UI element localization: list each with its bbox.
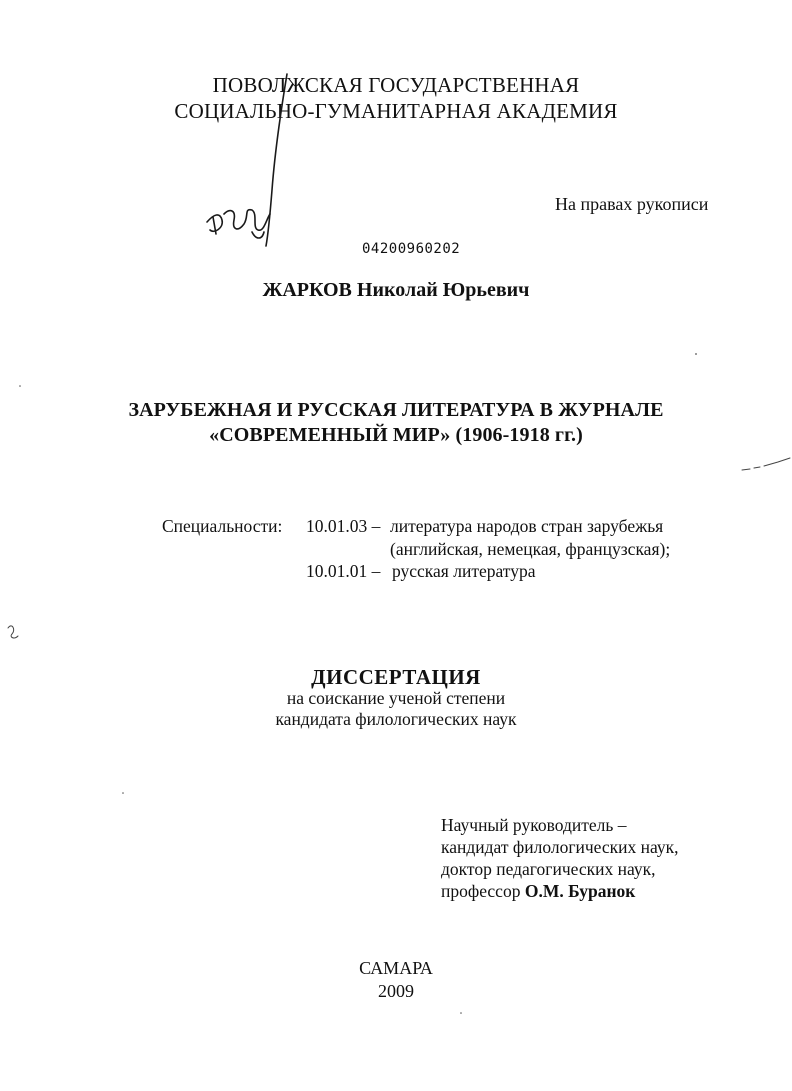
title-line-2: «СОВРЕМЕННЫЙ МИР» (1906-1918 гг.) (209, 424, 583, 446)
catalog-code: 04200960202 (362, 241, 461, 257)
manuscript-note: На правах рукописи (555, 194, 709, 214)
supervisor-line-1: Научный руководитель – (441, 815, 627, 835)
dissertation-heading: ДИССЕРТАЦИЯ (311, 665, 481, 689)
institution-line-2: СОЦИАЛЬНО-ГУМАНИТАРНАЯ АКАДЕМИЯ (174, 99, 618, 123)
degree-line-2: кандидата филологических наук (275, 709, 517, 729)
specialty-1-name: литература народов стран зарубежья (390, 516, 664, 536)
specialty-2-code: 10.01.01 – (306, 561, 381, 581)
signature (207, 74, 287, 246)
specialties-label: Специальности: (162, 516, 283, 536)
degree-line-1: на соискание ученой степени (286, 688, 506, 708)
author-name: ЖАРКОВ Николай Юрьевич (262, 279, 530, 301)
specks (19, 353, 697, 1014)
supervisor-name: О.М. Буранок (524, 881, 636, 901)
supervisor-line-2: кандидат филологических наук, (441, 837, 679, 857)
supervisor-title: профессор (441, 881, 521, 901)
specialty-1-continuation: (английская, немецкая, французская); (390, 539, 671, 559)
specialty-1-code: 10.01.03 – (306, 516, 381, 536)
supervisor-line-3: доктор педагогических наук, (441, 859, 656, 879)
city: САМАРА (359, 958, 433, 978)
stray-marks (8, 458, 790, 638)
specialty-2-name: русская литература (392, 561, 536, 581)
title-line-1: ЗАРУБЕЖНАЯ И РУССКАЯ ЛИТЕРАТУРА В ЖУРНАЛЕ (128, 399, 664, 421)
year: 2009 (378, 981, 414, 1001)
institution-line-1: ПОВОЛЖСКАЯ ГОСУДАРСТВЕННАЯ (212, 73, 580, 97)
